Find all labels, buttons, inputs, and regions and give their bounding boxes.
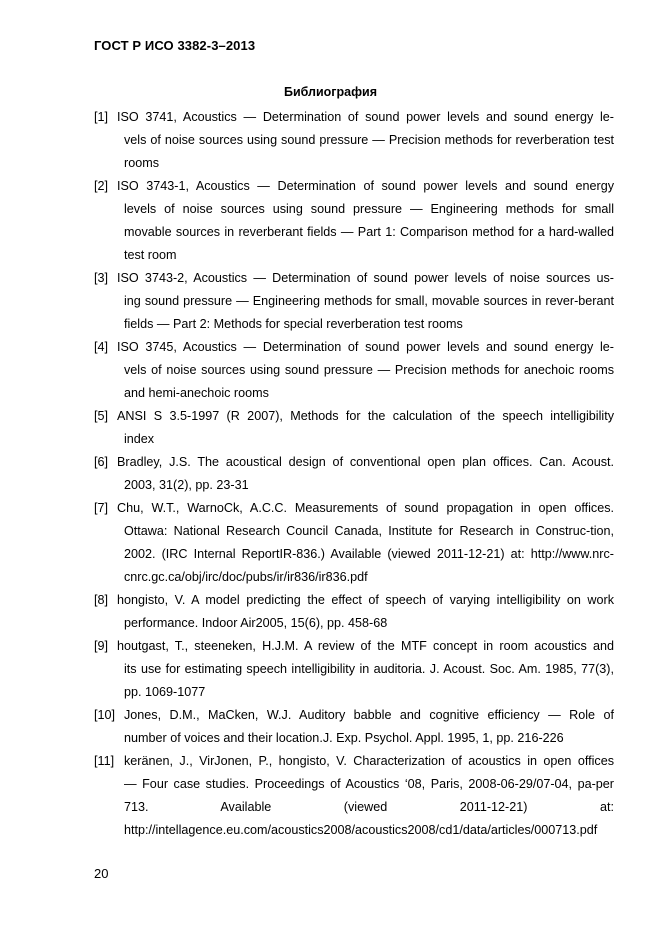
entry-first-line: Jones, D.M., MaCken, W.J. Auditory babble and cognitive efficiency — Role of (124, 708, 614, 722)
entry-continuation: vels of noise sources using sound pressure — Precision methods for reverberation test rooms (124, 133, 614, 170)
bibliography-entry (94, 336, 614, 405)
entry-number: [11] (94, 754, 115, 768)
bibliography-entry (94, 405, 614, 451)
entry-number: [3] (94, 271, 109, 285)
entry-continuation: number of voices and their location.J. Exp. Psychol. Appl. 1995, 1, pp. 216-226 (124, 731, 564, 745)
entry-first-line: houtgast, T., steeneken, H.J.M. A review of the MTF concept in room acoustics and (117, 639, 614, 653)
entry-number: [4] (94, 340, 109, 354)
entry-first-line: ISO 3743-2, Acoustics — Determination of sound power levels of noise sources us- (117, 271, 614, 285)
entry-first-line: hongisto, V. A model predicting the effect of speech of varying intelligibility on work (117, 593, 614, 607)
entry-number: [9] (94, 639, 109, 653)
bibliography-title: Библиография (283, 85, 378, 99)
entry-number: [6] (94, 455, 109, 469)
entry-continuation: vels of noise sources using sound pressure — Precision methods for anechoic rooms and hemi-anechoic rooms (124, 363, 614, 400)
entry-continuation: — Four case studies. Proceedings of Acoustics ‘08, Paris, 2008-06-29/07-04, pa-per 713. Available (viewed 2011-12-21) at: http://intellagence.eu.com/acoustics2008/acoustics2008/cd1/data/articles/000713.pdf (124, 777, 614, 837)
bibliography-entry (94, 750, 614, 842)
entry-first-line: Bradley, J.S. The acoustical design of conventional open plan offices. Can. Acoust. (117, 455, 614, 469)
entry-continuation: 2003, 31(2), pp. 23-31 (124, 478, 249, 492)
bibliography-entry (94, 451, 614, 497)
bibliography-entry (94, 497, 614, 589)
bibliography-entry (94, 267, 614, 336)
entry-first-line: Chu, W.T., WarnoCk, A.C.C. Measurements of sound propagation in open offices. (117, 501, 614, 515)
entry-number: [2] (94, 179, 109, 193)
bibliography-entry (94, 704, 614, 750)
entry-number: [5] (94, 409, 109, 423)
bibliography-entry (94, 635, 614, 704)
entry-first-line: ISO 3745, Acoustics — Determination of sound power levels and sound energy le- (117, 340, 614, 354)
entry-number: [10] (94, 708, 116, 722)
bibliography-entry (94, 175, 614, 267)
entry-first-line: keränen, J., VirJonen, P., hongisto, V. Characterization of acoustics in open offices (124, 754, 614, 768)
entry-continuation: index (124, 432, 155, 446)
entry-number: [7] (94, 501, 109, 515)
page-number: 20 (94, 866, 109, 881)
entry-continuation: its use for estimating speech intelligibility in auditoria. J. Acoust. Soc. Am. 1985, 77(3), pp. 1069-1077 (124, 662, 614, 699)
entry-number: [1] (94, 110, 109, 124)
entry-first-line: ISO 3743-1, Acoustics — Determination of sound power levels and sound energy (117, 179, 614, 193)
document-header: ГОСТ Р ИСО 3382-3–2013 (94, 38, 256, 53)
bibliography-entry (94, 589, 614, 635)
entry-continuation: levels of noise sources using sound pressure — Engineering methods for small movable sources in reverberant fields — Part 1: Comparison method for a hard-walled test room (124, 202, 614, 262)
entry-first-line: ANSI S 3.5-1997 (R 2007), Methods for the calculation of the speech intelligibility (117, 409, 614, 423)
bibliography-entry (94, 106, 614, 175)
bibliography-list (94, 106, 614, 842)
entry-continuation: ing sound pressure — Engineering methods for small, movable sources in rever-berant fields — Part 2: Methods for special reverberation test rooms (124, 294, 614, 331)
entry-continuation: performance. Indoor Air2005, 15(6), pp. 458-68 (124, 616, 388, 630)
entry-continuation: Ottawa: National Research Council Canada, Institute for Research in Construc-tion, 2002. (IRC Internal ReportIR-836.) Available (viewed 2011-12-21) at: http://www.nrc-cnrc.gc.ca/obj/irc/doc/pubs/ir/ir836/ir836.pdf (124, 524, 614, 584)
entry-number: [8] (94, 593, 109, 607)
entry-first-line: ISO 3741, Acoustics — Determination of sound power levels and sound energy le- (117, 110, 614, 124)
